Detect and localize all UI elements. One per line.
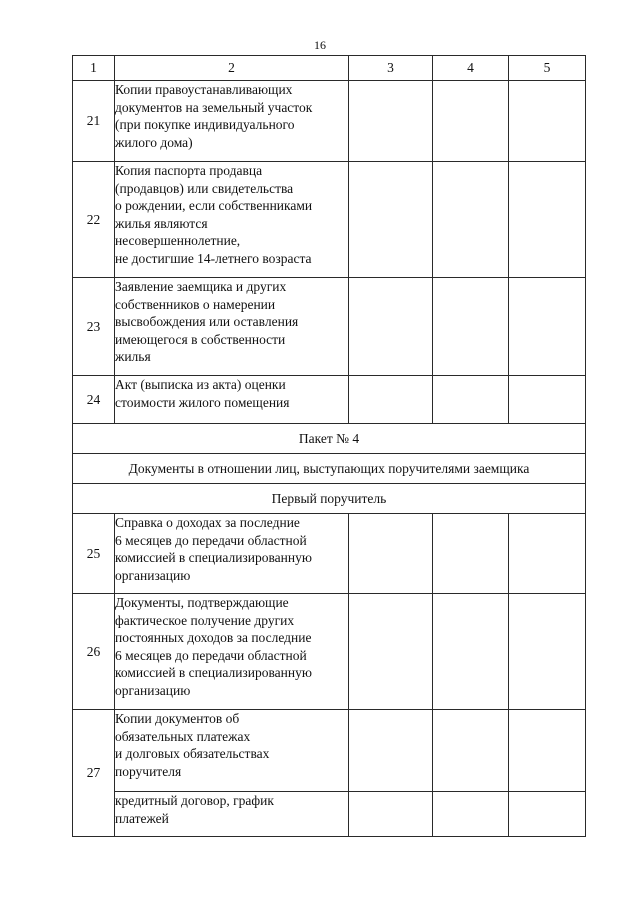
row-description: Копия паспорта продавца (продавцов) или свидетельства о рождении, если собственниками жилья являются несовершеннолетние, не достигшие 14-летнего возраста <box>115 162 349 278</box>
empty-cell <box>509 710 586 792</box>
table-header-row <box>73 56 586 81</box>
empty-cell <box>509 376 586 424</box>
empty-cell <box>433 81 509 162</box>
column-header-4: 4 <box>433 56 509 81</box>
empty-cell <box>509 278 586 376</box>
row-number: 22 <box>73 162 115 278</box>
table-row <box>73 594 586 710</box>
table-row <box>73 162 586 278</box>
table-row <box>73 278 586 376</box>
empty-cell <box>509 514 586 594</box>
row-description: Заявление заемщика и других собственников о намерении высвобождения или оставления имеющегося в собственности жилья <box>115 278 349 376</box>
empty-cell <box>433 710 509 792</box>
column-header-3: 3 <box>349 56 433 81</box>
row-number: 23 <box>73 278 115 376</box>
empty-cell <box>433 594 509 710</box>
row-number: 26 <box>73 594 115 710</box>
documents-table <box>72 55 586 837</box>
empty-cell <box>433 162 509 278</box>
table-row <box>73 514 586 594</box>
row-description: кредитный договор, график платежей <box>115 792 349 837</box>
column-header-5: 5 <box>509 56 586 81</box>
page-number: 16 <box>314 38 326 52</box>
row-number: 27 <box>73 710 115 837</box>
empty-cell <box>349 514 433 594</box>
row-description: Документы, подтверждающие фактическое получение других постоянных доходов за последние 6 месяцев до передачи областной комиссией в специализированную организацию <box>115 594 349 710</box>
empty-cell <box>349 792 433 837</box>
section-first-guarantor-title: Первый поручитель <box>73 484 586 514</box>
empty-cell <box>509 594 586 710</box>
empty-cell <box>349 81 433 162</box>
empty-cell <box>433 376 509 424</box>
section-row <box>73 424 586 454</box>
row-description: Копии правоустанавливающих документов на земельный участок (при покупке индивидуального жилого дома) <box>115 81 349 162</box>
section-row <box>73 454 586 484</box>
section-documents-title: Документы в отношении лиц, выступающих поручителями заемщика <box>73 454 586 484</box>
empty-cell <box>433 514 509 594</box>
row-description: Акт (выписка из акта) оценки стоимости жилого помещения <box>115 376 349 424</box>
row-number: 21 <box>73 81 115 162</box>
empty-cell <box>509 81 586 162</box>
empty-cell <box>349 594 433 710</box>
section-package-title: Пакет № 4 <box>73 424 586 454</box>
empty-cell <box>349 710 433 792</box>
section-row <box>73 484 586 514</box>
table-row <box>73 376 586 424</box>
row-number: 25 <box>73 514 115 594</box>
row-description: Справка о доходах за последние 6 месяцев до передачи областной комиссией в специализированную организацию <box>115 514 349 594</box>
table-row <box>73 81 586 162</box>
row-number: 24 <box>73 376 115 424</box>
column-header-1: 1 <box>73 56 115 81</box>
empty-cell <box>349 376 433 424</box>
empty-cell <box>349 278 433 376</box>
empty-cell <box>509 792 586 837</box>
table-row <box>73 792 586 837</box>
empty-cell <box>433 792 509 837</box>
row-description: Копии документов об обязательных платежах и долговых обязательствах поручителя <box>115 710 349 792</box>
table-row <box>73 710 586 792</box>
empty-cell <box>433 278 509 376</box>
column-header-2: 2 <box>115 56 349 81</box>
empty-cell <box>349 162 433 278</box>
empty-cell <box>509 162 586 278</box>
